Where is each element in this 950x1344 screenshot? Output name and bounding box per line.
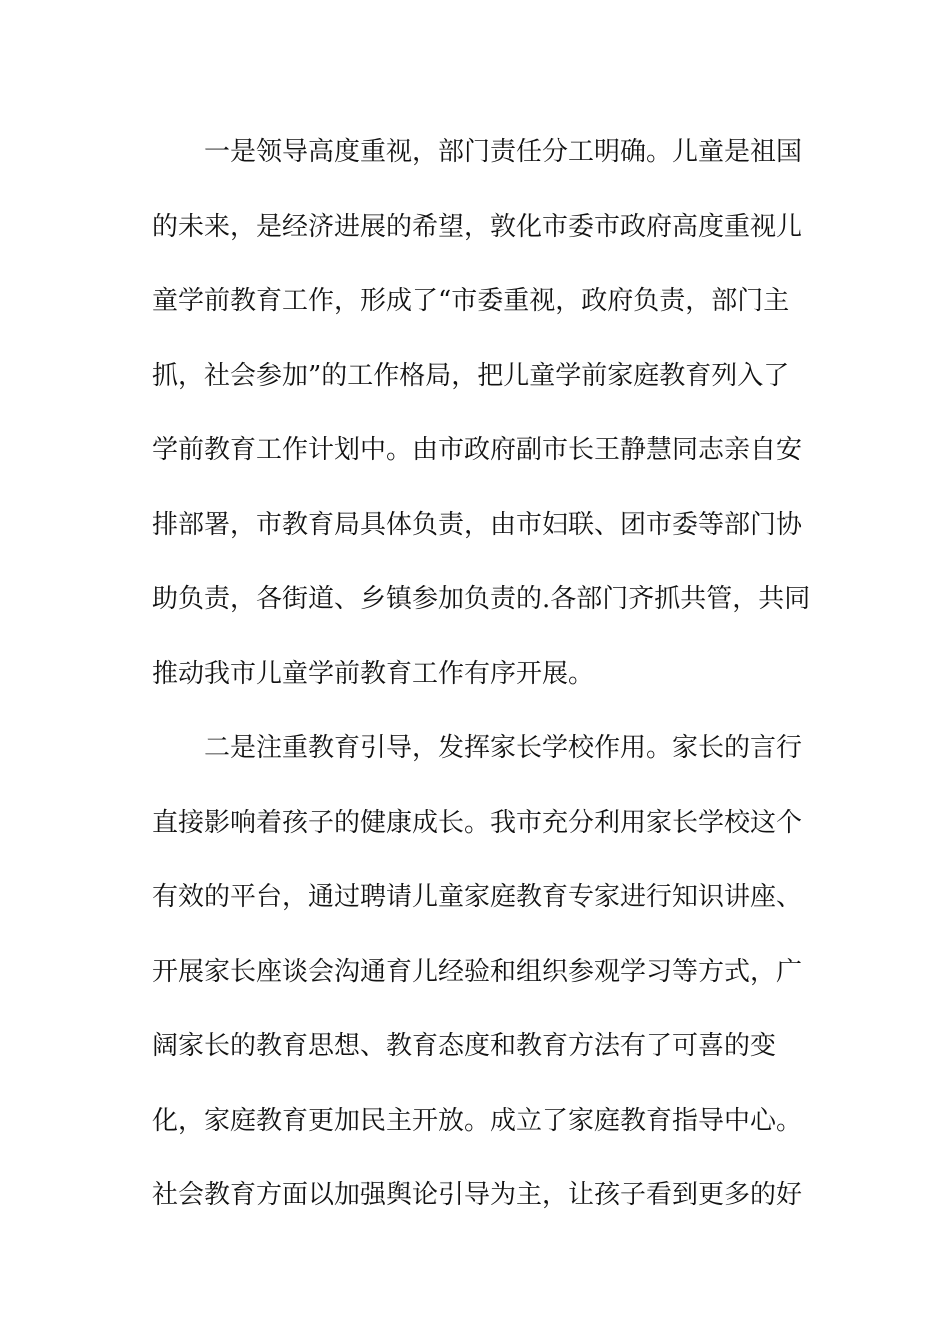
paragraph-line: 直接影响着孩子的健康成长。我市充分利用家长学校这个 <box>152 807 803 838</box>
paragraph-line: 化，家庭教育更加民主开放。成立了家庭教育指导中心。 <box>152 1105 803 1136</box>
paragraph-line: 有效的平台，通过聘请儿童家庭教育专家进行知识讲座、 <box>152 882 803 912</box>
paragraph-line: 二是注重教育引导，发挥家长学校作用。家长的言行 <box>204 733 803 763</box>
paragraph-line: 一是领导高度重视，部门责任分工明确。儿童是祖国 <box>204 137 803 167</box>
paragraph-leadership <box>152 126 812 722</box>
paragraph-line: 童学前教育工作，形成了“市委重视，政府负责，部门主 <box>152 286 790 316</box>
document-body <box>152 126 812 1244</box>
paragraph-line: 的未来，是经济进展的希望，敦化市委市政府高度重视儿 <box>152 211 803 242</box>
paragraph-line: 开展家长座谈会沟通育儿经验和组织参观学习等方式，广 <box>152 956 803 987</box>
paragraph-line: 抓，社会参加”的工作格局，把儿童学前家庭教育列入了 <box>152 360 790 391</box>
paragraph-line: 阔家长的教育思想、教育态度和教育方法有了可喜的变 <box>152 1031 777 1061</box>
paragraph-line: 排部署，市教育局具体负责，由市妇联、团市委等部门协 <box>152 509 803 540</box>
paragraph-line: 学前教育工作计划中。由市政府副市长王静慧同志亲自安 <box>152 435 803 465</box>
paragraph-line: 社会教育方面以加强舆论引导为主，让孩子看到更多的好 <box>152 1180 803 1210</box>
paragraph-education-guidance <box>152 722 812 1244</box>
paragraph-line: 推动我市儿童学前教育工作有序开展。 <box>152 658 595 689</box>
paragraph-line: 助负责，各街道、乡镇参加负责的.各部门齐抓共管，共同 <box>152 584 811 614</box>
